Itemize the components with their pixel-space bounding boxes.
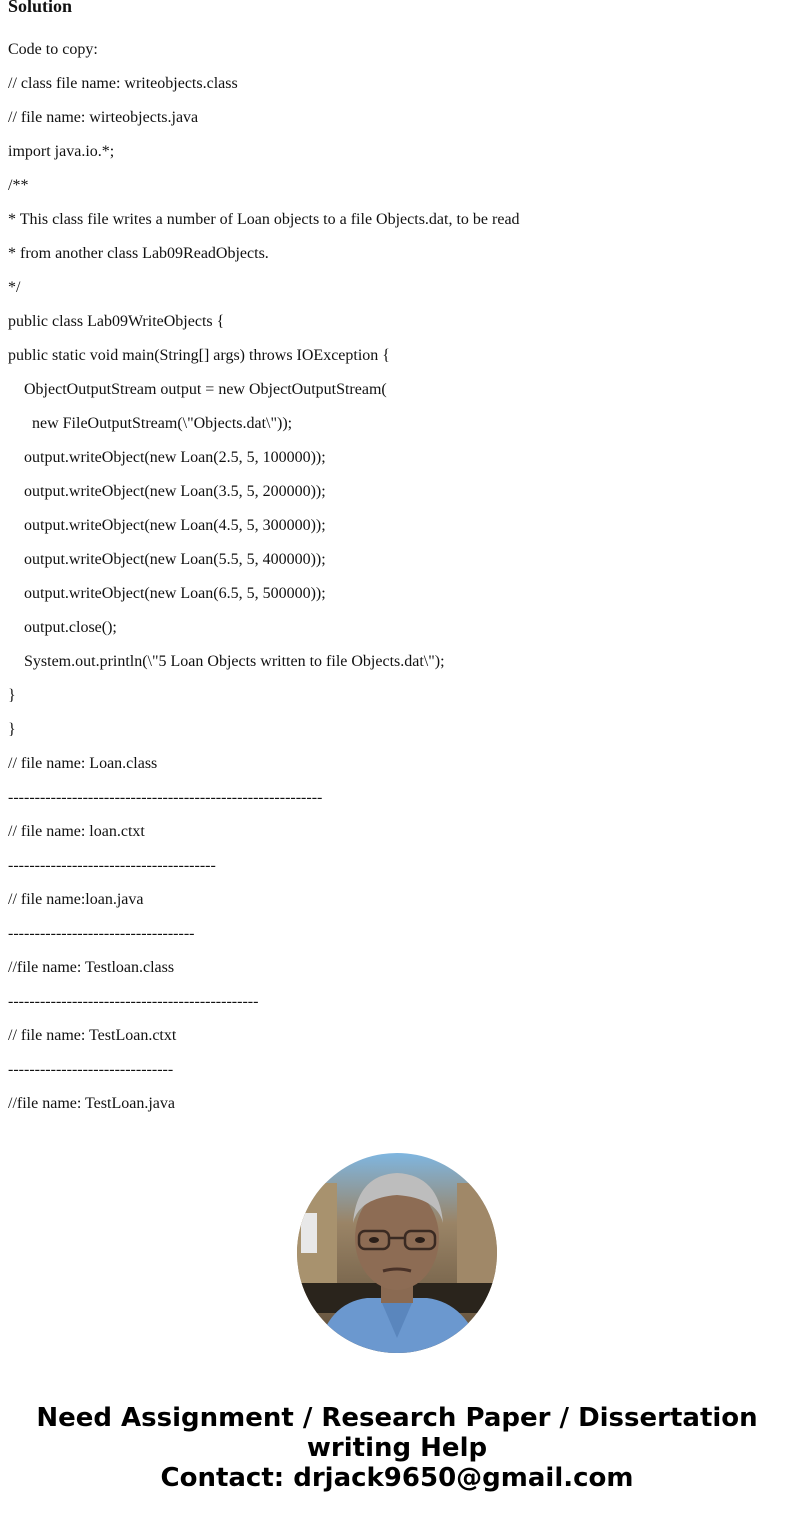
divider-line: --------------------------------------- bbox=[8, 857, 216, 874]
code-line: // file name: loan.ctxt bbox=[8, 823, 145, 840]
author-avatar bbox=[297, 1153, 497, 1353]
divider-line: ----------------------------------------------- bbox=[8, 993, 259, 1010]
code-listing bbox=[8, 33, 520, 1121]
code-line: output.writeObject(new Loan(4.5, 5, 300000)); bbox=[24, 517, 326, 534]
promo-contact: Contact: drjack9650@gmail.com bbox=[160, 1463, 634, 1493]
code-line: // file name: TestLoan.ctxt bbox=[8, 1027, 177, 1044]
code-line: * from another class Lab09ReadObjects. bbox=[8, 245, 269, 262]
code-line: Code to copy: bbox=[8, 41, 98, 58]
promo-banner bbox=[0, 1403, 794, 1493]
code-line: output.close(); bbox=[24, 619, 117, 636]
code-line: // file name: Loan.class bbox=[8, 755, 158, 772]
code-line: } bbox=[8, 687, 16, 704]
code-line: // file name:loan.java bbox=[8, 891, 144, 908]
divider-line: ------------------------------- bbox=[8, 1061, 174, 1078]
code-line: // file name: wirteobjects.java bbox=[8, 109, 199, 126]
code-line: * This class file writes a number of Loan objects to a file Objects.dat, to be read bbox=[8, 211, 520, 228]
code-line: output.writeObject(new Loan(6.5, 5, 500000)); bbox=[24, 585, 326, 602]
divider-line: ----------------------------------------------------------- bbox=[8, 789, 323, 806]
promo-line-2: writing Help bbox=[306, 1433, 488, 1463]
code-line: output.writeObject(new Loan(3.5, 5, 200000)); bbox=[24, 483, 326, 500]
promo-line-1: Need Assignment / Research Paper / Dissertation bbox=[36, 1403, 758, 1433]
code-line: output.writeObject(new Loan(2.5, 5, 100000)); bbox=[24, 449, 326, 466]
code-line: public class Lab09WriteObjects { bbox=[8, 313, 225, 330]
code-line: //file name: Testloan.class bbox=[8, 959, 175, 976]
code-line: public static void main(String[] args) throws IOException { bbox=[8, 347, 390, 364]
code-line: } bbox=[8, 721, 16, 738]
code-line: import java.io.*; bbox=[8, 143, 115, 160]
solution-heading: Solution bbox=[8, 0, 73, 16]
code-line: /** bbox=[8, 177, 29, 194]
code-line: //file name: TestLoan.java bbox=[8, 1095, 175, 1112]
code-line: ObjectOutputStream output = new ObjectOutputStream( bbox=[24, 381, 387, 398]
author-photo-icon bbox=[297, 1153, 497, 1353]
code-line: output.writeObject(new Loan(5.5, 5, 400000)); bbox=[24, 551, 326, 568]
code-line: System.out.println(\"5 Loan Objects written to file Objects.dat\"); bbox=[24, 653, 445, 670]
code-line: */ bbox=[8, 279, 21, 296]
divider-line: ----------------------------------- bbox=[8, 925, 195, 942]
code-line: // class file name: writeobjects.class bbox=[8, 75, 238, 92]
code-line: new FileOutputStream(\"Objects.dat\")); bbox=[32, 415, 293, 432]
